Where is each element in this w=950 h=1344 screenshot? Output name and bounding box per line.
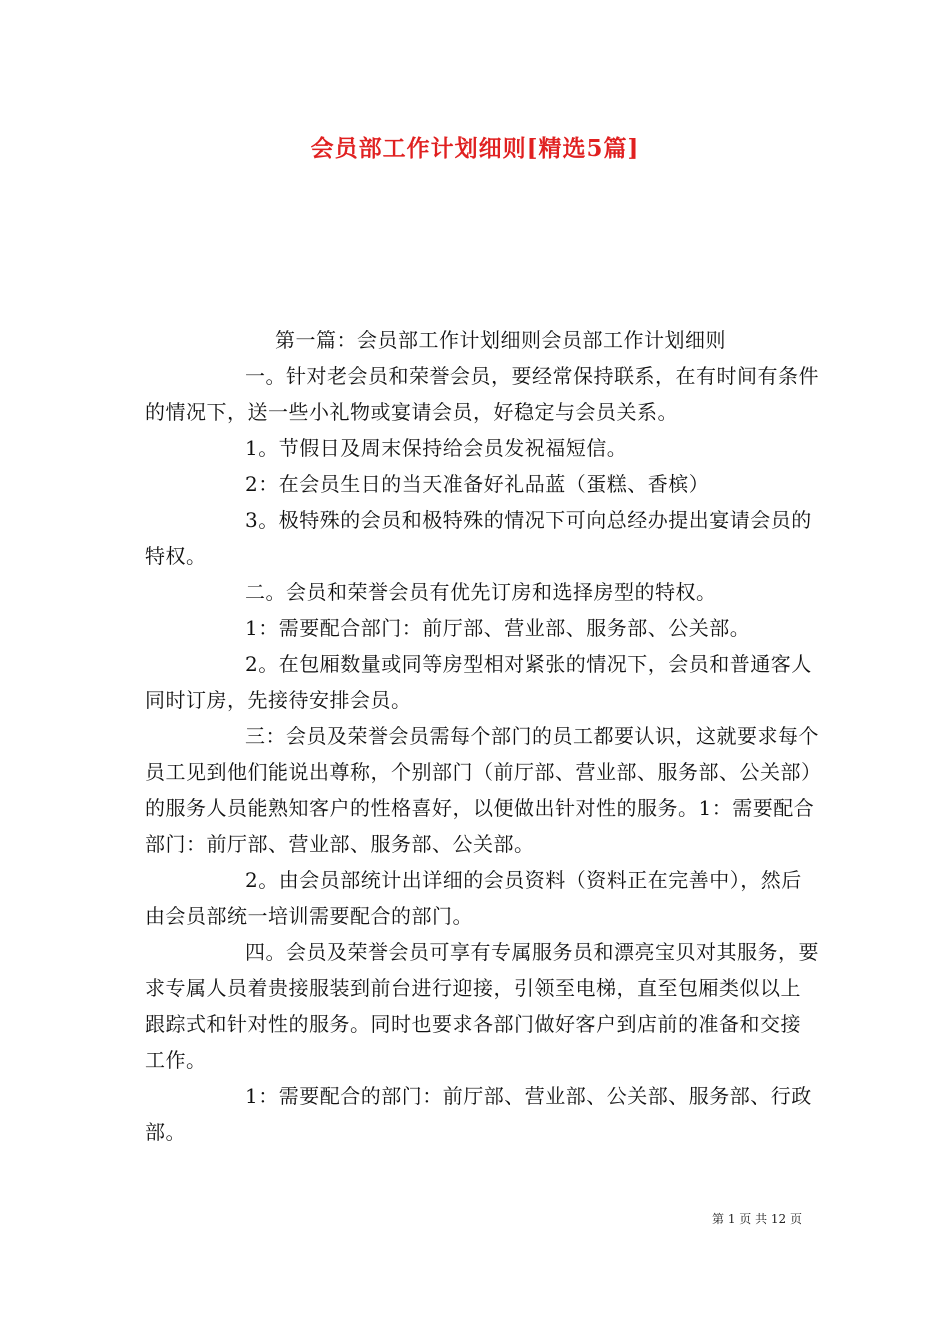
- document-title: 会员部工作计划细则[精选5篇]: [310, 135, 640, 162]
- paragraph-9: 三：会员及荣誉会员需每个部门的员工都要认识，这就要求每个员工见到他们能说出尊称，个别部门（前厅部、营业部、服务部、公关部）的服务人员能熟知客户的性格喜好，以便做出针对性的服务。1：需要配合部门：前厅部、营业部、服务部、公关部。: [145, 724, 819, 856]
- paragraph-4: 2：在会员生日的当天准备好礼品蓝（蛋糕、香槟）: [245, 472, 710, 496]
- paragraph-12: 1：需要配合的部门：前厅部、营业部、公关部、服务部、行政部。: [145, 1084, 812, 1144]
- page-number: 第 1 页 共 12 页: [712, 1212, 802, 1226]
- paragraph-5: 3。极特殊的会员和极特殊的情况下可向总经办提出宴请会员的特权。: [145, 508, 812, 568]
- paragraph-1: 第一篇：会员部工作计划细则会员部工作计划细则: [275, 328, 726, 352]
- paragraph-11: 四。会员及荣誉会员可享有专属服务员和漂亮宝贝对其服务，要求专属人员着贵接服装到前台进行迎接，引领至电梯，直至包厢类似以上跟踪式和针对性的服务。同时也要求各部门做好客户到店前的准备和交接工作。: [145, 940, 819, 1072]
- paragraph-8: 2。在包厢数量或同等房型相对紧张的情况下，会员和普通客人同时订房，先接待安排会员。: [145, 652, 812, 712]
- paragraph-3: 1。节假日及周末保持给会员发祝福短信。: [245, 436, 628, 460]
- paragraph-2: 一。针对老会员和荣誉会员，要经常保持联系，在有时间有条件的情况下，送一些小礼物或宴请会员，好稳定与会员关系。: [145, 364, 819, 424]
- paragraph-6: 二。会员和荣誉会员有优先订房和选择房型的特权。: [245, 580, 717, 604]
- document-body: [145, 322, 820, 1150]
- paragraph-10: 2。由会员部统计出详细的会员资料（资料正在完善中），然后由会员部统一培训需要配合的部门。: [145, 868, 802, 928]
- paragraph-7: 1：需要配合部门：前厅部、营业部、服务部、公关部。: [245, 616, 751, 640]
